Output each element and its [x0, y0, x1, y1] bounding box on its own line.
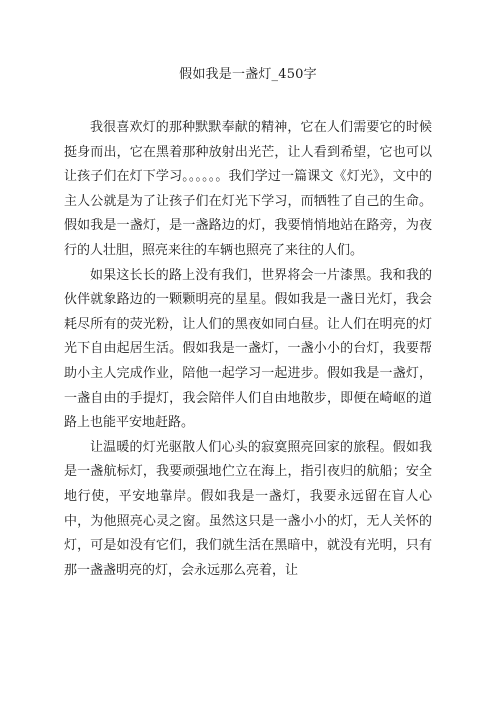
- paragraph-1: 我很喜欢灯的那种默默奉献的精神，它在人们需要它的时候挺身而出，它在黑着那种放射出光芒，让人看到希望，它也可以让孩子们在灯下学习。。。。。。我们学过一篇课文《灯光》，文中的主人公就是为了让孩子们在灯光下学习，而牺牲了自己的生命。假如我是一盏灯，是一盏路边的灯，我要悄悄地站在路旁，为夜行的人壮胆，照亮来往的车辆也照亮了来往的人们。: [64, 120, 432, 258]
- document-title: 假如我是一盏灯_450字: [179, 67, 317, 82]
- paragraph-3: 让温暖的灯光驱散人们心头的寂寞照亮回家的旅程。假如我是一盏航标灯，我要顽强地伫立在海上，指引夜归的航船；安全地行使，平安地靠岸。假如我是一盏灯，我要永远留在盲人心中，为他照亮心灵之窗。虽然这只是一盏小小的灯，无人关怀的灯，可是如没有它们，我们就生活在黑暗中，就没有光明，只有那一盏盏明亮的灯，会永远那么亮着，让: [64, 439, 432, 578]
- document-body: [64, 116, 432, 583]
- paragraph-2: 如果这长长的路上没有我们，世界将会一片漆黑。我和我的伙伴就象路边的一颗颗明亮的星星。假如我是一盏日光灯，我会耗尽所有的荧光粉，让人们的黑夜如同白昼。让人们在明亮的灯光下自由起居生活。假如我是一盏灯，一盏小小的台灯，我要帮助小主人完成作业，陪他一起学习一起进步。假如我是一盏灯，一盏自由的手提灯，我会陪伴人们自由地散步，即便在崎岖的道路上也能平安地赶路。: [64, 267, 432, 431]
